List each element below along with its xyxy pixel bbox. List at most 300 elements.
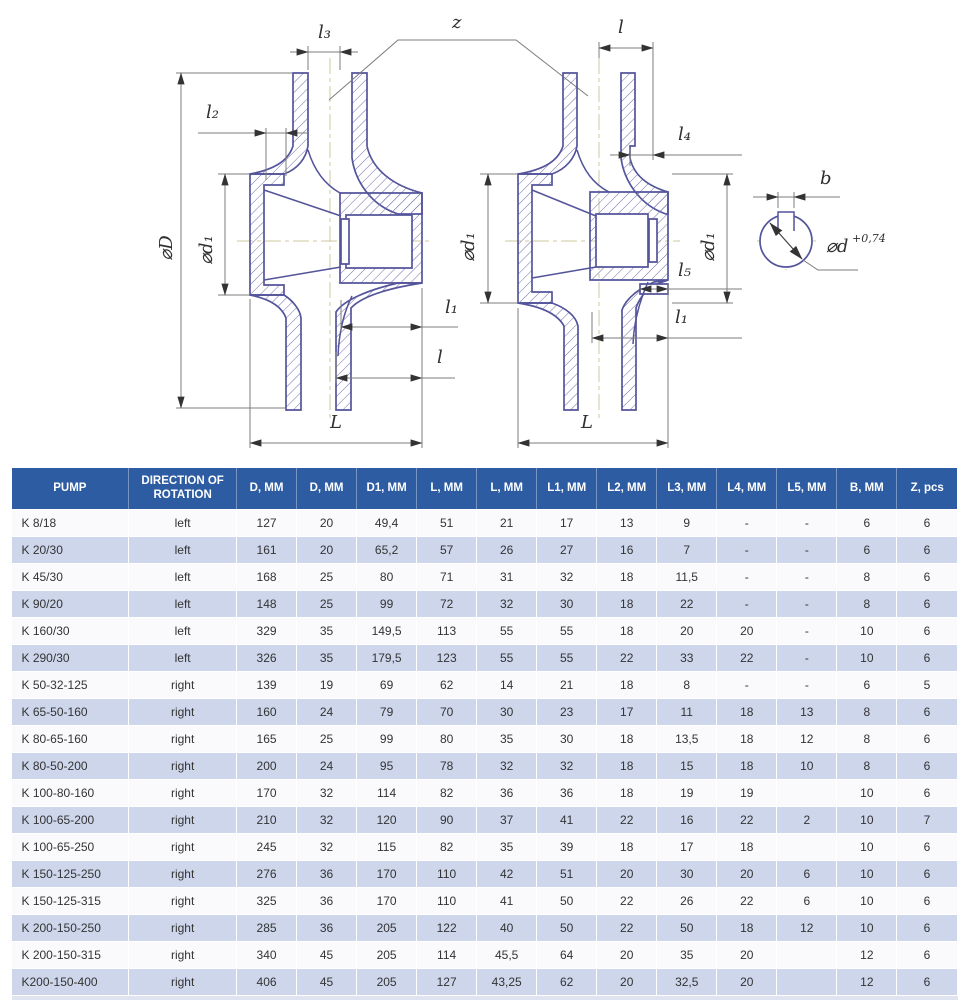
value-cell: 20 <box>597 860 657 887</box>
dim-label-b: b <box>820 168 832 189</box>
value-cell: 35 <box>297 617 357 644</box>
table-row <box>12 644 958 671</box>
value-cell: - <box>777 617 837 644</box>
value-cell: 6 <box>777 887 837 914</box>
value-cell: 114 <box>357 779 417 806</box>
pump-model-cell: K 45/30 <box>12 563 129 590</box>
dim-label-l1: l₁ <box>675 307 688 328</box>
value-cell: - <box>717 590 777 617</box>
value-cell: 14 <box>477 671 537 698</box>
value-cell: 10 <box>837 806 897 833</box>
value-cell: 170 <box>357 860 417 887</box>
value-cell: - <box>717 509 777 536</box>
value-cell: 32 <box>477 590 537 617</box>
value-cell: 245 <box>237 833 297 860</box>
value-cell: - <box>777 563 837 590</box>
dim-label-l: l <box>618 17 624 38</box>
pump-model-cell: K 20/30 <box>12 536 129 563</box>
table-row <box>12 968 958 995</box>
value-cell: 69 <box>357 671 417 698</box>
bore-step <box>649 219 657 262</box>
value-cell: right <box>129 914 237 941</box>
value-cell: 42 <box>477 860 537 887</box>
table-row <box>12 860 958 887</box>
value-cell: 35 <box>297 644 357 671</box>
value-cell: 18 <box>597 833 657 860</box>
value-cell: 31 <box>477 563 537 590</box>
dim-label-d1: ⌀d₁ <box>196 235 217 265</box>
value-cell: 35 <box>477 833 537 860</box>
value-cell: 12 <box>837 941 897 968</box>
value-cell: 78 <box>417 752 477 779</box>
value-cell: 149,5 <box>357 617 417 644</box>
value-cell: 22 <box>717 806 777 833</box>
passage-edge <box>532 267 596 278</box>
table-row <box>12 617 958 644</box>
table-footer-strip <box>12 996 958 1000</box>
passage-edge <box>264 190 341 216</box>
value-cell: 6 <box>837 671 897 698</box>
value-cell: 24 <box>297 698 357 725</box>
value-cell: 18 <box>717 833 777 860</box>
value-cell: 11 <box>657 698 717 725</box>
value-cell: 8 <box>657 671 717 698</box>
dim-label-l2: l₂ <box>206 102 219 123</box>
pump-model-cell: K200-150-400 <box>12 968 129 995</box>
value-cell: - <box>777 671 837 698</box>
value-cell: 18 <box>597 725 657 752</box>
blade-profile-curve <box>308 150 340 193</box>
dim-label-d1: ⌀d₁ <box>698 232 719 262</box>
value-cell: 406 <box>237 968 297 995</box>
value-cell: 13 <box>597 509 657 536</box>
value-cell: right <box>129 968 237 995</box>
value-cell: 22 <box>597 887 657 914</box>
value-cell: 170 <box>237 779 297 806</box>
table-row <box>12 887 958 914</box>
value-cell: 6 <box>897 833 957 860</box>
value-cell: 50 <box>657 914 717 941</box>
table-row <box>12 671 958 698</box>
value-cell: 22 <box>657 590 717 617</box>
column-header: Z, pcs <box>897 468 957 509</box>
value-cell: right <box>129 941 237 968</box>
value-cell: 32 <box>297 779 357 806</box>
value-cell: 210 <box>237 806 297 833</box>
value-cell: 18 <box>597 752 657 779</box>
value-cell: 6 <box>897 860 957 887</box>
value-cell: 39 <box>537 833 597 860</box>
column-header: L4, MM <box>717 468 777 509</box>
value-cell: 340 <box>237 941 297 968</box>
value-cell: 10 <box>837 914 897 941</box>
value-cell: 21 <box>537 671 597 698</box>
value-cell: 6 <box>897 752 957 779</box>
value-cell: 12 <box>837 968 897 995</box>
column-header: L2, MM <box>597 468 657 509</box>
value-cell: 20 <box>597 941 657 968</box>
column-header: D, MM <box>297 468 357 509</box>
value-cell: 32 <box>477 752 537 779</box>
value-cell: 6 <box>897 536 957 563</box>
value-cell: 32 <box>297 806 357 833</box>
value-cell: 6 <box>837 509 897 536</box>
value-cell: 168 <box>237 563 297 590</box>
value-cell: 80 <box>357 563 417 590</box>
value-cell: right <box>129 698 237 725</box>
dim-label-d-tolerance: +0,74 <box>852 232 886 245</box>
value-cell: 18 <box>597 563 657 590</box>
table-header-row <box>12 468 958 509</box>
impeller-section-right-rotation <box>458 17 742 448</box>
back-shroud-lower-wall <box>518 303 578 410</box>
value-cell: 19 <box>297 671 357 698</box>
value-cell: 30 <box>537 590 597 617</box>
value-cell: 6 <box>897 914 957 941</box>
dim-label-D: ⌀D <box>156 235 177 261</box>
value-cell: 8 <box>837 725 897 752</box>
pump-model-cell: K 100-80-160 <box>12 779 129 806</box>
value-cell: 6 <box>897 887 957 914</box>
value-cell: 123 <box>417 644 477 671</box>
shaft-bore-keyway-detail <box>753 168 886 270</box>
pump-model-cell: K 100-65-250 <box>12 833 129 860</box>
value-cell: 110 <box>417 860 477 887</box>
value-cell: 5 <box>897 671 957 698</box>
dim-label-l1: l₁ <box>445 297 458 318</box>
impeller-section-left-rotation <box>156 22 458 448</box>
value-cell: 165 <box>237 725 297 752</box>
value-cell: 20 <box>297 536 357 563</box>
value-cell: 2 <box>777 806 837 833</box>
pump-dimensions-table <box>12 468 958 995</box>
pump-model-cell: K 200-150-250 <box>12 914 129 941</box>
value-cell: 12 <box>777 914 837 941</box>
value-cell: 55 <box>537 617 597 644</box>
value-cell: 36 <box>297 914 357 941</box>
value-cell: 32 <box>537 752 597 779</box>
value-cell: 110 <box>417 887 477 914</box>
dim-label-z: z <box>452 12 462 33</box>
column-header: B, MM <box>837 468 897 509</box>
value-cell: 50 <box>537 914 597 941</box>
table-row <box>12 563 958 590</box>
value-cell: 10 <box>837 644 897 671</box>
value-cell: 22 <box>597 914 657 941</box>
value-cell: 20 <box>717 617 777 644</box>
value-cell: 10 <box>837 833 897 860</box>
dim-label-L: L <box>581 412 593 433</box>
table-row <box>12 752 958 779</box>
value-cell: 12 <box>777 725 837 752</box>
value-cell: 120 <box>357 806 417 833</box>
value-cell: 55 <box>537 644 597 671</box>
value-cell: 45,5 <box>477 941 537 968</box>
value-cell: - <box>777 536 837 563</box>
value-cell: 9 <box>657 509 717 536</box>
value-cell: 20 <box>717 860 777 887</box>
value-cell: - <box>717 563 777 590</box>
value-cell: 7 <box>897 806 957 833</box>
value-cell: right <box>129 752 237 779</box>
value-cell: 36 <box>477 779 537 806</box>
value-cell: 329 <box>237 617 297 644</box>
value-cell: 27 <box>537 536 597 563</box>
value-cell: 45 <box>297 941 357 968</box>
value-cell <box>777 941 837 968</box>
value-cell: 37 <box>477 806 537 833</box>
value-cell: 148 <box>237 590 297 617</box>
value-cell: 13,5 <box>657 725 717 752</box>
value-cell: 35 <box>657 941 717 968</box>
value-cell: 18 <box>597 617 657 644</box>
value-cell: 22 <box>717 644 777 671</box>
value-cell: 6 <box>897 968 957 995</box>
value-cell: 36 <box>297 887 357 914</box>
value-cell: 32,5 <box>657 968 717 995</box>
value-cell: right <box>129 779 237 806</box>
value-cell: 179,5 <box>357 644 417 671</box>
table-row <box>12 833 958 860</box>
passage-edge <box>264 267 341 280</box>
value-cell: 6 <box>897 509 957 536</box>
value-cell: 8 <box>837 563 897 590</box>
column-header: L1, MM <box>537 468 597 509</box>
dim-label-l3: l₃ <box>318 22 331 43</box>
value-cell: 18 <box>717 725 777 752</box>
value-cell: 325 <box>237 887 297 914</box>
value-cell: 10 <box>777 752 837 779</box>
passage-edge <box>532 190 596 216</box>
column-header: L3, MM <box>657 468 717 509</box>
column-header: DIRECTION OF ROTATION <box>129 468 237 509</box>
value-cell: 113 <box>417 617 477 644</box>
value-cell: 6 <box>897 617 957 644</box>
value-cell: 18 <box>597 671 657 698</box>
value-cell: 6 <box>897 644 957 671</box>
table-row <box>12 806 958 833</box>
shroud-rim-section <box>518 174 552 303</box>
value-cell: 285 <box>237 914 297 941</box>
value-cell: - <box>777 509 837 536</box>
value-cell: right <box>129 806 237 833</box>
column-header: L5, MM <box>777 468 837 509</box>
value-cell: 11,5 <box>657 563 717 590</box>
table-row <box>12 779 958 806</box>
hub-to-neck-wall <box>622 280 668 410</box>
value-cell: 99 <box>357 590 417 617</box>
value-cell: 17 <box>657 833 717 860</box>
value-cell: left <box>129 617 237 644</box>
value-cell: 41 <box>477 887 537 914</box>
value-cell: right <box>129 860 237 887</box>
value-cell: 64 <box>537 941 597 968</box>
value-cell: 8 <box>837 698 897 725</box>
shaft-bore <box>346 215 412 268</box>
table-row <box>12 698 958 725</box>
value-cell: 45 <box>297 968 357 995</box>
value-cell: 79 <box>357 698 417 725</box>
table-row <box>12 536 958 563</box>
value-cell <box>777 779 837 806</box>
pump-model-cell: K 150-125-250 <box>12 860 129 887</box>
pump-model-cell: K 200-150-315 <box>12 941 129 968</box>
value-cell: 70 <box>417 698 477 725</box>
value-cell: 170 <box>357 887 417 914</box>
table-row <box>12 509 958 536</box>
value-cell: 25 <box>297 563 357 590</box>
value-cell: 10 <box>837 779 897 806</box>
value-cell: 18 <box>597 779 657 806</box>
value-cell: 30 <box>537 725 597 752</box>
value-cell: 72 <box>417 590 477 617</box>
value-cell: 32 <box>297 833 357 860</box>
table-row <box>12 725 958 752</box>
value-cell: 127 <box>237 509 297 536</box>
column-header: L, MM <box>477 468 537 509</box>
pump-model-cell: K 80-65-160 <box>12 725 129 752</box>
value-cell: left <box>129 590 237 617</box>
value-cell: 22 <box>717 887 777 914</box>
value-cell: 80 <box>417 725 477 752</box>
value-cell: 22 <box>597 644 657 671</box>
value-cell: 6 <box>897 563 957 590</box>
value-cell: right <box>129 887 237 914</box>
value-cell: left <box>129 563 237 590</box>
value-cell: 160 <box>237 698 297 725</box>
blade-profile-curve <box>577 150 609 192</box>
value-cell: 13 <box>777 698 837 725</box>
shaft-bore <box>596 214 648 267</box>
pump-model-cell: K 8/18 <box>12 509 129 536</box>
value-cell: - <box>717 671 777 698</box>
value-cell: 99 <box>357 725 417 752</box>
value-cell: 17 <box>537 509 597 536</box>
suction-neck-left-wall <box>518 73 577 174</box>
value-cell: 82 <box>417 833 477 860</box>
value-cell: 57 <box>417 536 477 563</box>
value-cell: 6 <box>897 590 957 617</box>
value-cell: 6 <box>837 536 897 563</box>
column-header: PUMP <box>12 468 129 509</box>
value-cell: 6 <box>897 725 957 752</box>
value-cell: 30 <box>477 698 537 725</box>
value-cell: 21 <box>477 509 537 536</box>
value-cell: 26 <box>477 536 537 563</box>
value-cell: 51 <box>537 860 597 887</box>
value-cell: 19 <box>657 779 717 806</box>
table-row <box>12 590 958 617</box>
value-cell: 65,2 <box>357 536 417 563</box>
value-cell: 139 <box>237 671 297 698</box>
value-cell: 16 <box>657 806 717 833</box>
value-cell: 40 <box>477 914 537 941</box>
value-cell: 55 <box>477 644 537 671</box>
value-cell: 114 <box>417 941 477 968</box>
value-cell: 8 <box>837 590 897 617</box>
value-cell: 26 <box>657 887 717 914</box>
column-header: D, MM <box>237 468 297 509</box>
pump-model-cell: K 80-50-200 <box>12 752 129 779</box>
value-cell: 6 <box>897 698 957 725</box>
value-cell: right <box>129 725 237 752</box>
value-cell: 6 <box>897 779 957 806</box>
value-cell <box>777 968 837 995</box>
value-cell: 90 <box>417 806 477 833</box>
value-cell: 16 <box>597 536 657 563</box>
value-cell: 82 <box>417 779 477 806</box>
value-cell: 20 <box>657 617 717 644</box>
value-cell: 18 <box>717 752 777 779</box>
value-cell: 19 <box>717 779 777 806</box>
value-cell: 20 <box>597 968 657 995</box>
value-cell: right <box>129 671 237 698</box>
dim-label-l5: l₅ <box>678 260 691 281</box>
value-cell: 23 <box>537 698 597 725</box>
dim-label-d1: ⌀d₁ <box>458 232 479 262</box>
value-cell: 43,25 <box>477 968 537 995</box>
value-cell: 95 <box>357 752 417 779</box>
value-cell: - <box>777 644 837 671</box>
pump-model-cell: K 50-32-125 <box>12 671 129 698</box>
value-cell: 205 <box>357 941 417 968</box>
value-cell: 18 <box>717 698 777 725</box>
pump-model-cell: K 100-65-200 <box>12 806 129 833</box>
value-cell: right <box>129 833 237 860</box>
value-cell: 17 <box>597 698 657 725</box>
value-cell: 18 <box>597 590 657 617</box>
value-cell: 62 <box>417 671 477 698</box>
bore-step <box>341 219 349 264</box>
value-cell: 276 <box>237 860 297 887</box>
pump-model-cell: K 65-50-160 <box>12 698 129 725</box>
value-cell: 25 <box>297 590 357 617</box>
value-cell: 50 <box>537 887 597 914</box>
value-cell: 20 <box>717 941 777 968</box>
value-cell: left <box>129 509 237 536</box>
value-cell: 33 <box>657 644 717 671</box>
value-cell: 205 <box>357 914 417 941</box>
dim-label-l: l <box>437 347 443 368</box>
impeller-drawing <box>0 0 969 462</box>
value-cell: 41 <box>537 806 597 833</box>
value-cell: 30 <box>657 860 717 887</box>
dim-label-L: L <box>330 412 342 433</box>
value-cell: 200 <box>237 752 297 779</box>
value-cell: 8 <box>837 752 897 779</box>
value-cell: 205 <box>357 968 417 995</box>
pump-dimensions-table-wrap <box>12 468 958 1000</box>
value-cell: 10 <box>837 887 897 914</box>
value-cell: 25 <box>297 725 357 752</box>
value-cell: 7 <box>657 536 717 563</box>
value-cell: left <box>129 644 237 671</box>
value-cell: 35 <box>477 725 537 752</box>
value-cell: 6 <box>777 860 837 887</box>
suction-neck-left-wall <box>250 73 308 174</box>
value-cell: 10 <box>837 860 897 887</box>
value-cell: - <box>777 590 837 617</box>
value-cell: left <box>129 536 237 563</box>
value-cell: 36 <box>537 779 597 806</box>
value-cell: 22 <box>597 806 657 833</box>
value-cell: 20 <box>297 509 357 536</box>
table-row <box>12 941 958 968</box>
value-cell: - <box>717 536 777 563</box>
value-cell: 127 <box>417 968 477 995</box>
value-cell: 49,4 <box>357 509 417 536</box>
value-cell: 326 <box>237 644 297 671</box>
